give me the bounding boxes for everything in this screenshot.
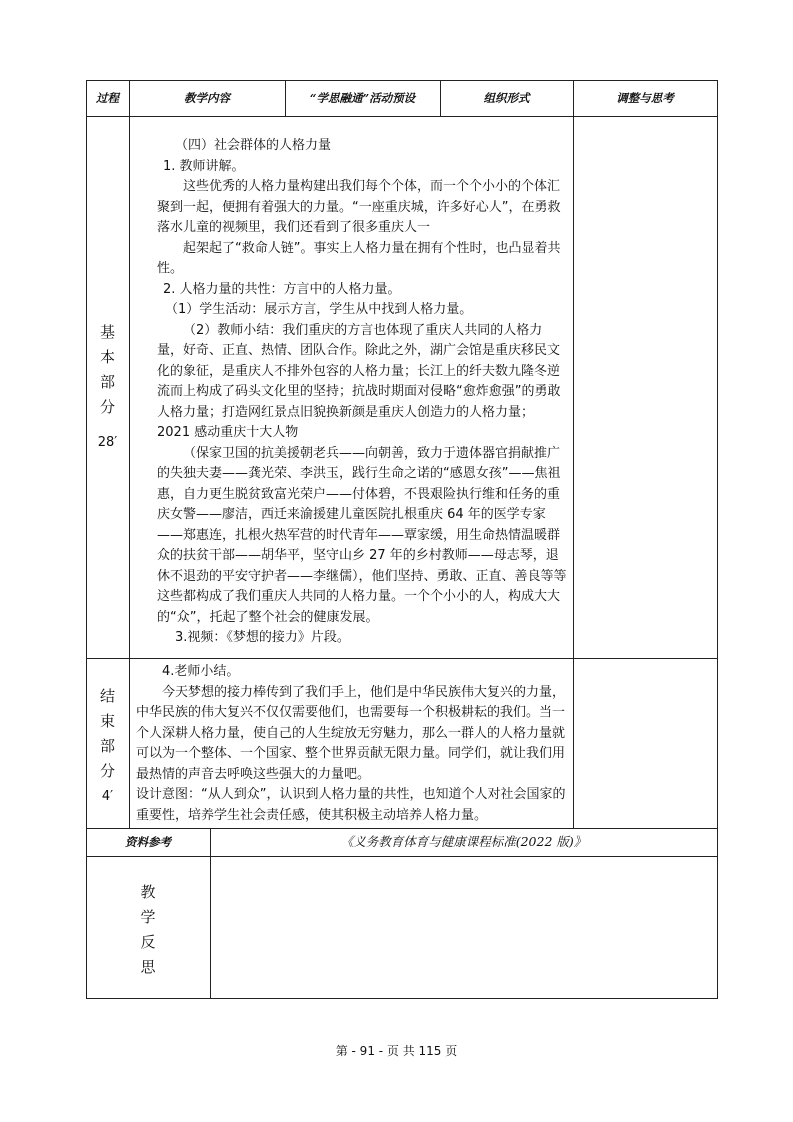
basic-section-bottom-border <box>86 658 718 659</box>
page-footer: 第 - 91 - 页 共 115 页 <box>335 1044 458 1058</box>
header-adjust-and-think: 调整与思考 <box>616 91 674 105</box>
subheading: （四）社会群体的人格力量 <box>175 138 332 153</box>
label-char: 结 <box>99 687 115 705</box>
reflection-content <box>211 857 717 998</box>
paragraph: （保家卫国的抗美援朝老兵——向朝善，致力于遗体器官捐献推广的失独夫妻——龚光荣、李洪玉，践行生命之诺的“感恩女孩”——焦祖惠，自力更生脱贫致富光荣户——付体碧，不畏艰险执行维和任务的重庆女警——廖洁，西迁来渝援建儿童医院扎根重庆 64 年的医学专家——郑惠连，扎根火热军营的时代青年——覃家缓，用生命热情温暖群众的扶贫干部——胡华平，坚守山乡 27 年的乡村教师——母志琴，退休不退劲的平安守护者——李继儒），他们坚持、勇敢、正直、善良等等这些都构成了我们重庆人共同的人格力量。一个个小小的人，构成大大的“众”，托起了整个社会的健康发展。 <box>157 445 567 625</box>
adjust-column-divider <box>573 80 574 828</box>
ending-section-label <box>86 684 129 809</box>
paragraph: 2. 人格力量的共性：方言中的人格力量。 <box>163 281 401 297</box>
ending-section-content <box>136 662 568 826</box>
paragraph: （1）学生活动：展示方言，学生从中找到人格力量。 <box>165 302 473 317</box>
basic-section-content <box>157 136 567 649</box>
header-teaching-content: 教学内容 <box>184 91 230 105</box>
paragraph: 4.老师小结。 <box>162 664 240 679</box>
paragraph: 这些优秀的人格力量构建出我们每个个体，而一个个小小的个体汇聚到一起，便拥有着强大的力量。“一座重庆城，许多好心人”，在勇救落水儿童的视频里，我们还看到了很多重庆人一 <box>157 179 561 235</box>
paragraph: 3.视频：《梦想的接力》片段。 <box>175 630 350 645</box>
section-time: 4′ <box>101 789 114 804</box>
table-right-border <box>717 80 718 999</box>
table-bottom-border <box>86 998 718 999</box>
paragraph: 1. 教师讲解。 <box>163 158 245 174</box>
table-left-border <box>86 80 87 999</box>
header-organization-form: 组织形式 <box>483 91 530 105</box>
label-char: 分 <box>99 398 115 416</box>
paragraph: 今天梦想的接力棒传到了我们手上，他们是中华民族伟大复兴的力量，中华民族的伟大复兴不仅仅需要他们，也需要每一个积极耕耘的我们。当一个人深耕人格力量，使自己的人生绽放无穷魅力，那么一群人的人格力量就可以为一个整体、一个国家、整个世界贡献无限力量。同学们，就让我们用最热情的声音去呼唤这些强大的力量吧。 <box>136 684 566 782</box>
label-char: 部 <box>99 373 115 391</box>
section-time: 28′ <box>97 435 118 450</box>
label-char: 教 <box>140 883 156 901</box>
label-char: 基 <box>99 323 115 341</box>
paragraph: 起架起了“救命人链”。事实上人格力量在拥有个性时，也凸显着共性。 <box>157 240 561 276</box>
reference-value: 《义务教育体育与健康课程标准(2022 版)》 <box>340 834 587 849</box>
label-char: 分 <box>99 762 115 780</box>
header-process: 过程 <box>96 91 119 105</box>
header-bottom-border <box>86 116 718 117</box>
label-char: 反 <box>140 933 156 951</box>
design-intent: 设计意图：“从人到众”，认识到人格力量的共性，也知道个人对社会国家的重要性，培养学生社会责任感，使其积极主动培养人格力量。 <box>136 787 566 823</box>
paragraph: （2）教师小结：我们重庆的方言也体现了重庆人共同的人格力量，好奇、正直、热情、团队合作。除此之外，湖广会馆是重庆移民文化的象征，是重庆人不排外包容的人格力量；长江上的纤夫数九隆冬逆流而上构成了码头文化里的坚持；抗战时期面对侵略“愈炸愈强”的勇敢人格力量；打造网红景点旧貌换新颜是重庆人创造力的人格力量；2021 感动重庆十大人物 <box>157 322 561 440</box>
reflection-label <box>86 880 210 980</box>
label-char: 学 <box>140 908 156 926</box>
label-char: 本 <box>99 348 115 366</box>
basic-section-label <box>86 320 129 455</box>
header-activity-preset: “学思融通”活动预设 <box>309 91 416 105</box>
process-column-divider <box>129 80 130 828</box>
reference-label: 资料参考 <box>125 835 171 849</box>
label-char: 思 <box>140 958 156 976</box>
label-char: 束 <box>99 712 115 730</box>
label-char: 部 <box>99 737 115 755</box>
